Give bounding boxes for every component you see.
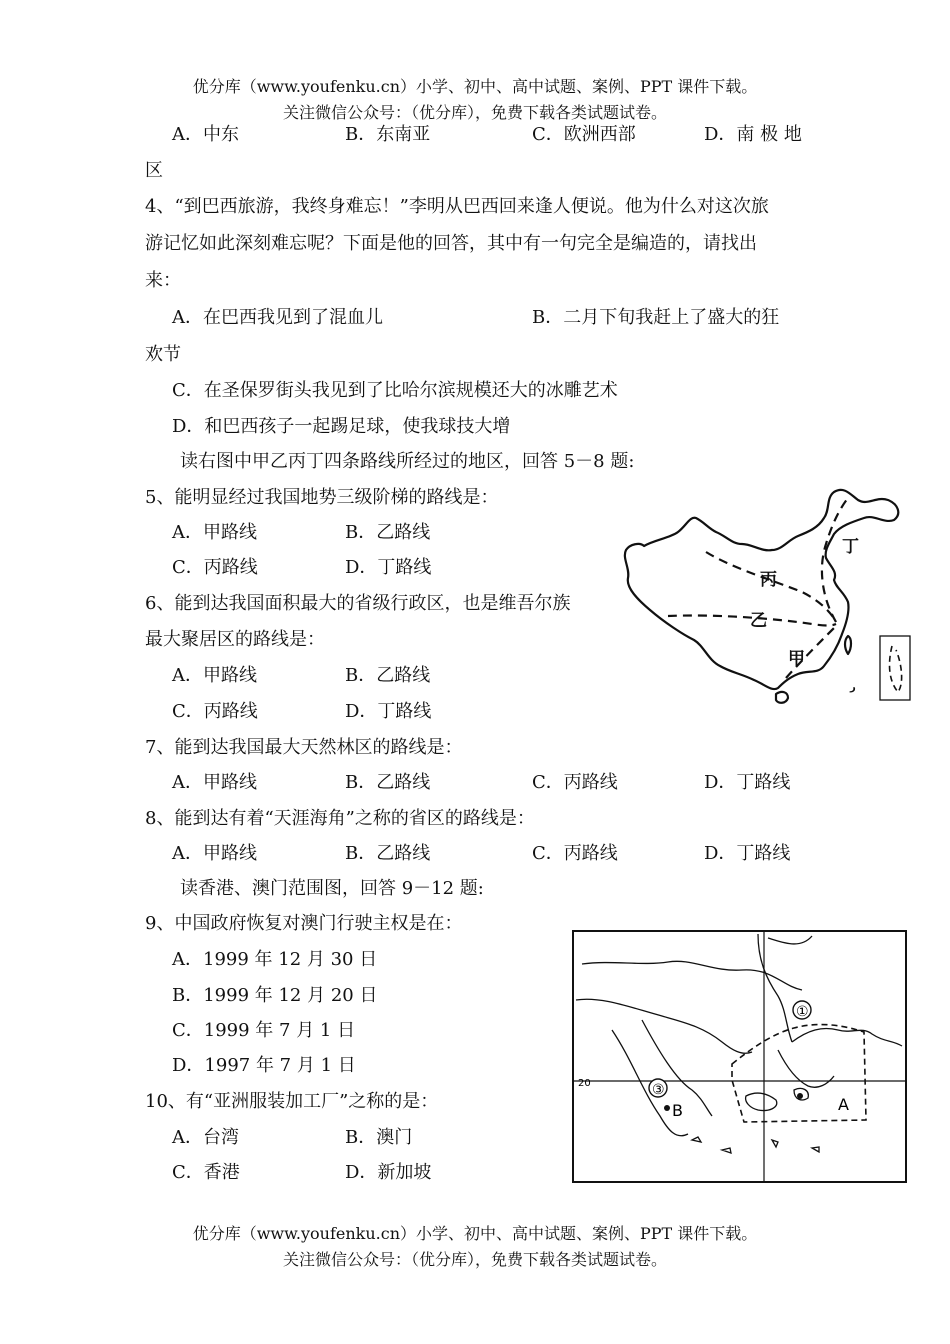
q7-stem: 7、能到达我国最大天然林区的路线是： bbox=[145, 737, 463, 758]
q6-stem-line-1: 6、能到达我国面积最大的省级行政区，也是维吾尔族 bbox=[145, 593, 571, 614]
inset-dashes bbox=[890, 646, 902, 692]
q4-option-c: C．在圣保罗街头我见到了比哈尔滨规模还大的冰雕艺术 bbox=[172, 380, 618, 401]
q8-option-b: B．乙路线 bbox=[345, 843, 431, 864]
q7-option-d: D．丁路线 bbox=[704, 772, 791, 793]
q6-option-c: C．丙路线 bbox=[172, 701, 258, 722]
label-a: A bbox=[838, 1095, 849, 1114]
q4-option-b: B．二月下旬我赶上了盛大的狂 bbox=[532, 307, 780, 328]
route-ding-label: 丁 bbox=[842, 537, 859, 557]
q10-option-c: C．香港 bbox=[172, 1162, 240, 1183]
hainan-island bbox=[776, 692, 788, 703]
q5-option-a: A．甲路线 bbox=[172, 522, 257, 543]
q8-option-a: A．甲路线 bbox=[172, 843, 257, 864]
marker-3-label: ③ bbox=[652, 1082, 665, 1098]
q9-option-d: D．1997 年 7 月 1 日 bbox=[172, 1055, 356, 1076]
q8-option-d: D．丁路线 bbox=[704, 843, 791, 864]
q9-option-c: C．1999 年 7 月 1 日 bbox=[172, 1020, 356, 1041]
hk-macau-map bbox=[572, 930, 908, 1184]
q4-option-b-wrap: 欢节 bbox=[145, 344, 181, 365]
coast-east bbox=[792, 1029, 902, 1047]
macau-city-dot bbox=[664, 1105, 670, 1111]
q7-option-c: C．丙路线 bbox=[532, 772, 618, 793]
hk-map-frame bbox=[573, 931, 906, 1182]
label-b: B bbox=[672, 1101, 683, 1120]
q7-option-a: A．甲路线 bbox=[172, 772, 257, 793]
small-islands bbox=[692, 1137, 819, 1153]
footer-line-1: 优分库（www.youfenku.cn）小学、初中、高中试题、案例、PPT 课件下载。 bbox=[192, 1224, 758, 1243]
footer-line-2: 关注微信公众号：（优分库），免费下载各类试题试卷。 bbox=[282, 1250, 667, 1269]
section-intro-5-8: 读右图中甲乙丙丁四条路线所经过的地区，回答 5－8 题: bbox=[180, 451, 635, 472]
q3-option-b: B．东南亚 bbox=[345, 124, 431, 145]
q6-stem-line-2: 最大聚居区的路线是： bbox=[145, 629, 325, 650]
q6-option-d: D．丁路线 bbox=[345, 701, 432, 722]
dongjiang bbox=[768, 936, 812, 944]
q5-stem: 5、能明显经过我国地势三级阶梯的路线是： bbox=[145, 487, 499, 508]
q6-option-a: A．甲路线 bbox=[172, 665, 257, 686]
q7-option-b: B．乙路线 bbox=[345, 772, 431, 793]
q9-option-b: B．1999 年 12 月 20 日 bbox=[172, 985, 378, 1006]
q4-option-a: A．在巴西我见到了混血儿 bbox=[172, 307, 383, 328]
q10-option-b: B．澳门 bbox=[345, 1127, 413, 1148]
q5-option-d: D．丁路线 bbox=[345, 557, 432, 578]
route-bing-label: 丙 bbox=[760, 570, 777, 590]
header-line-2: 关注微信公众号：（优分库），免费下载各类试题试卷。 bbox=[282, 103, 667, 122]
q4-stem-line-2: 游记忆如此深刻难忘呢？下面是他的回答，其中有一句完全是编造的，请找出 bbox=[145, 233, 757, 254]
q9-option-a: A．1999 年 12 月 30 日 bbox=[172, 949, 378, 970]
q5-option-c: C．丙路线 bbox=[172, 557, 258, 578]
q3-option-c: C．欧洲西部 bbox=[532, 124, 636, 145]
coast-south bbox=[778, 1050, 834, 1087]
q4-stem-line-1: 4、“到巴西旅游，我终身难忘！”李明从巴西回来逢人便说。他为什么对这次旅 bbox=[145, 196, 769, 217]
latitude-label: 20 bbox=[578, 1078, 591, 1089]
q10-option-d: D．新加坡 bbox=[345, 1162, 432, 1183]
q8-stem: 8、能到达有着“天涯海角”之称的省区的路线是： bbox=[145, 808, 535, 829]
q10-option-a: A．台湾 bbox=[172, 1127, 239, 1148]
q3-option-d-wrap: 区 bbox=[145, 160, 163, 181]
river-west bbox=[576, 999, 752, 1053]
q10-stem: 10、有“亚洲服装加工厂”之称的是： bbox=[145, 1091, 439, 1112]
route-jia-label: 甲 bbox=[788, 649, 805, 669]
inset-marker: ر bbox=[850, 682, 856, 693]
taiwan-island bbox=[845, 636, 851, 654]
q9-stem: 9、中国政府恢复对澳门行驶主权是在： bbox=[145, 913, 463, 934]
hk-city-dot bbox=[797, 1093, 803, 1099]
shenzhen-river bbox=[758, 934, 792, 1042]
q3-option-d: D．南 极 地 bbox=[704, 124, 802, 145]
section-intro-9-12: 读香港、澳门范围图，回答 9－12 题: bbox=[180, 878, 484, 899]
marker-1-label: ① bbox=[796, 1004, 809, 1020]
route-yi-label: 乙 bbox=[750, 611, 767, 631]
china-routes-map bbox=[612, 488, 917, 720]
q8-option-c: C．丙路线 bbox=[532, 843, 618, 864]
q4-option-d: D．和巴西孩子一起踢足球，使我球技大增 bbox=[172, 416, 511, 437]
header-line-1: 优分库（www.youfenku.cn）小学、初中、高中试题、案例、PPT 课件下载。 bbox=[192, 77, 758, 96]
q4-stem-line-3: 来： bbox=[145, 270, 181, 291]
q6-option-b: B．乙路线 bbox=[345, 665, 431, 686]
south-sea-inset bbox=[880, 636, 910, 700]
q5-option-b: B．乙路线 bbox=[345, 522, 431, 543]
lantau-island bbox=[746, 1093, 777, 1110]
q3-option-a: A．中东 bbox=[172, 124, 239, 145]
river-north bbox=[582, 961, 802, 990]
